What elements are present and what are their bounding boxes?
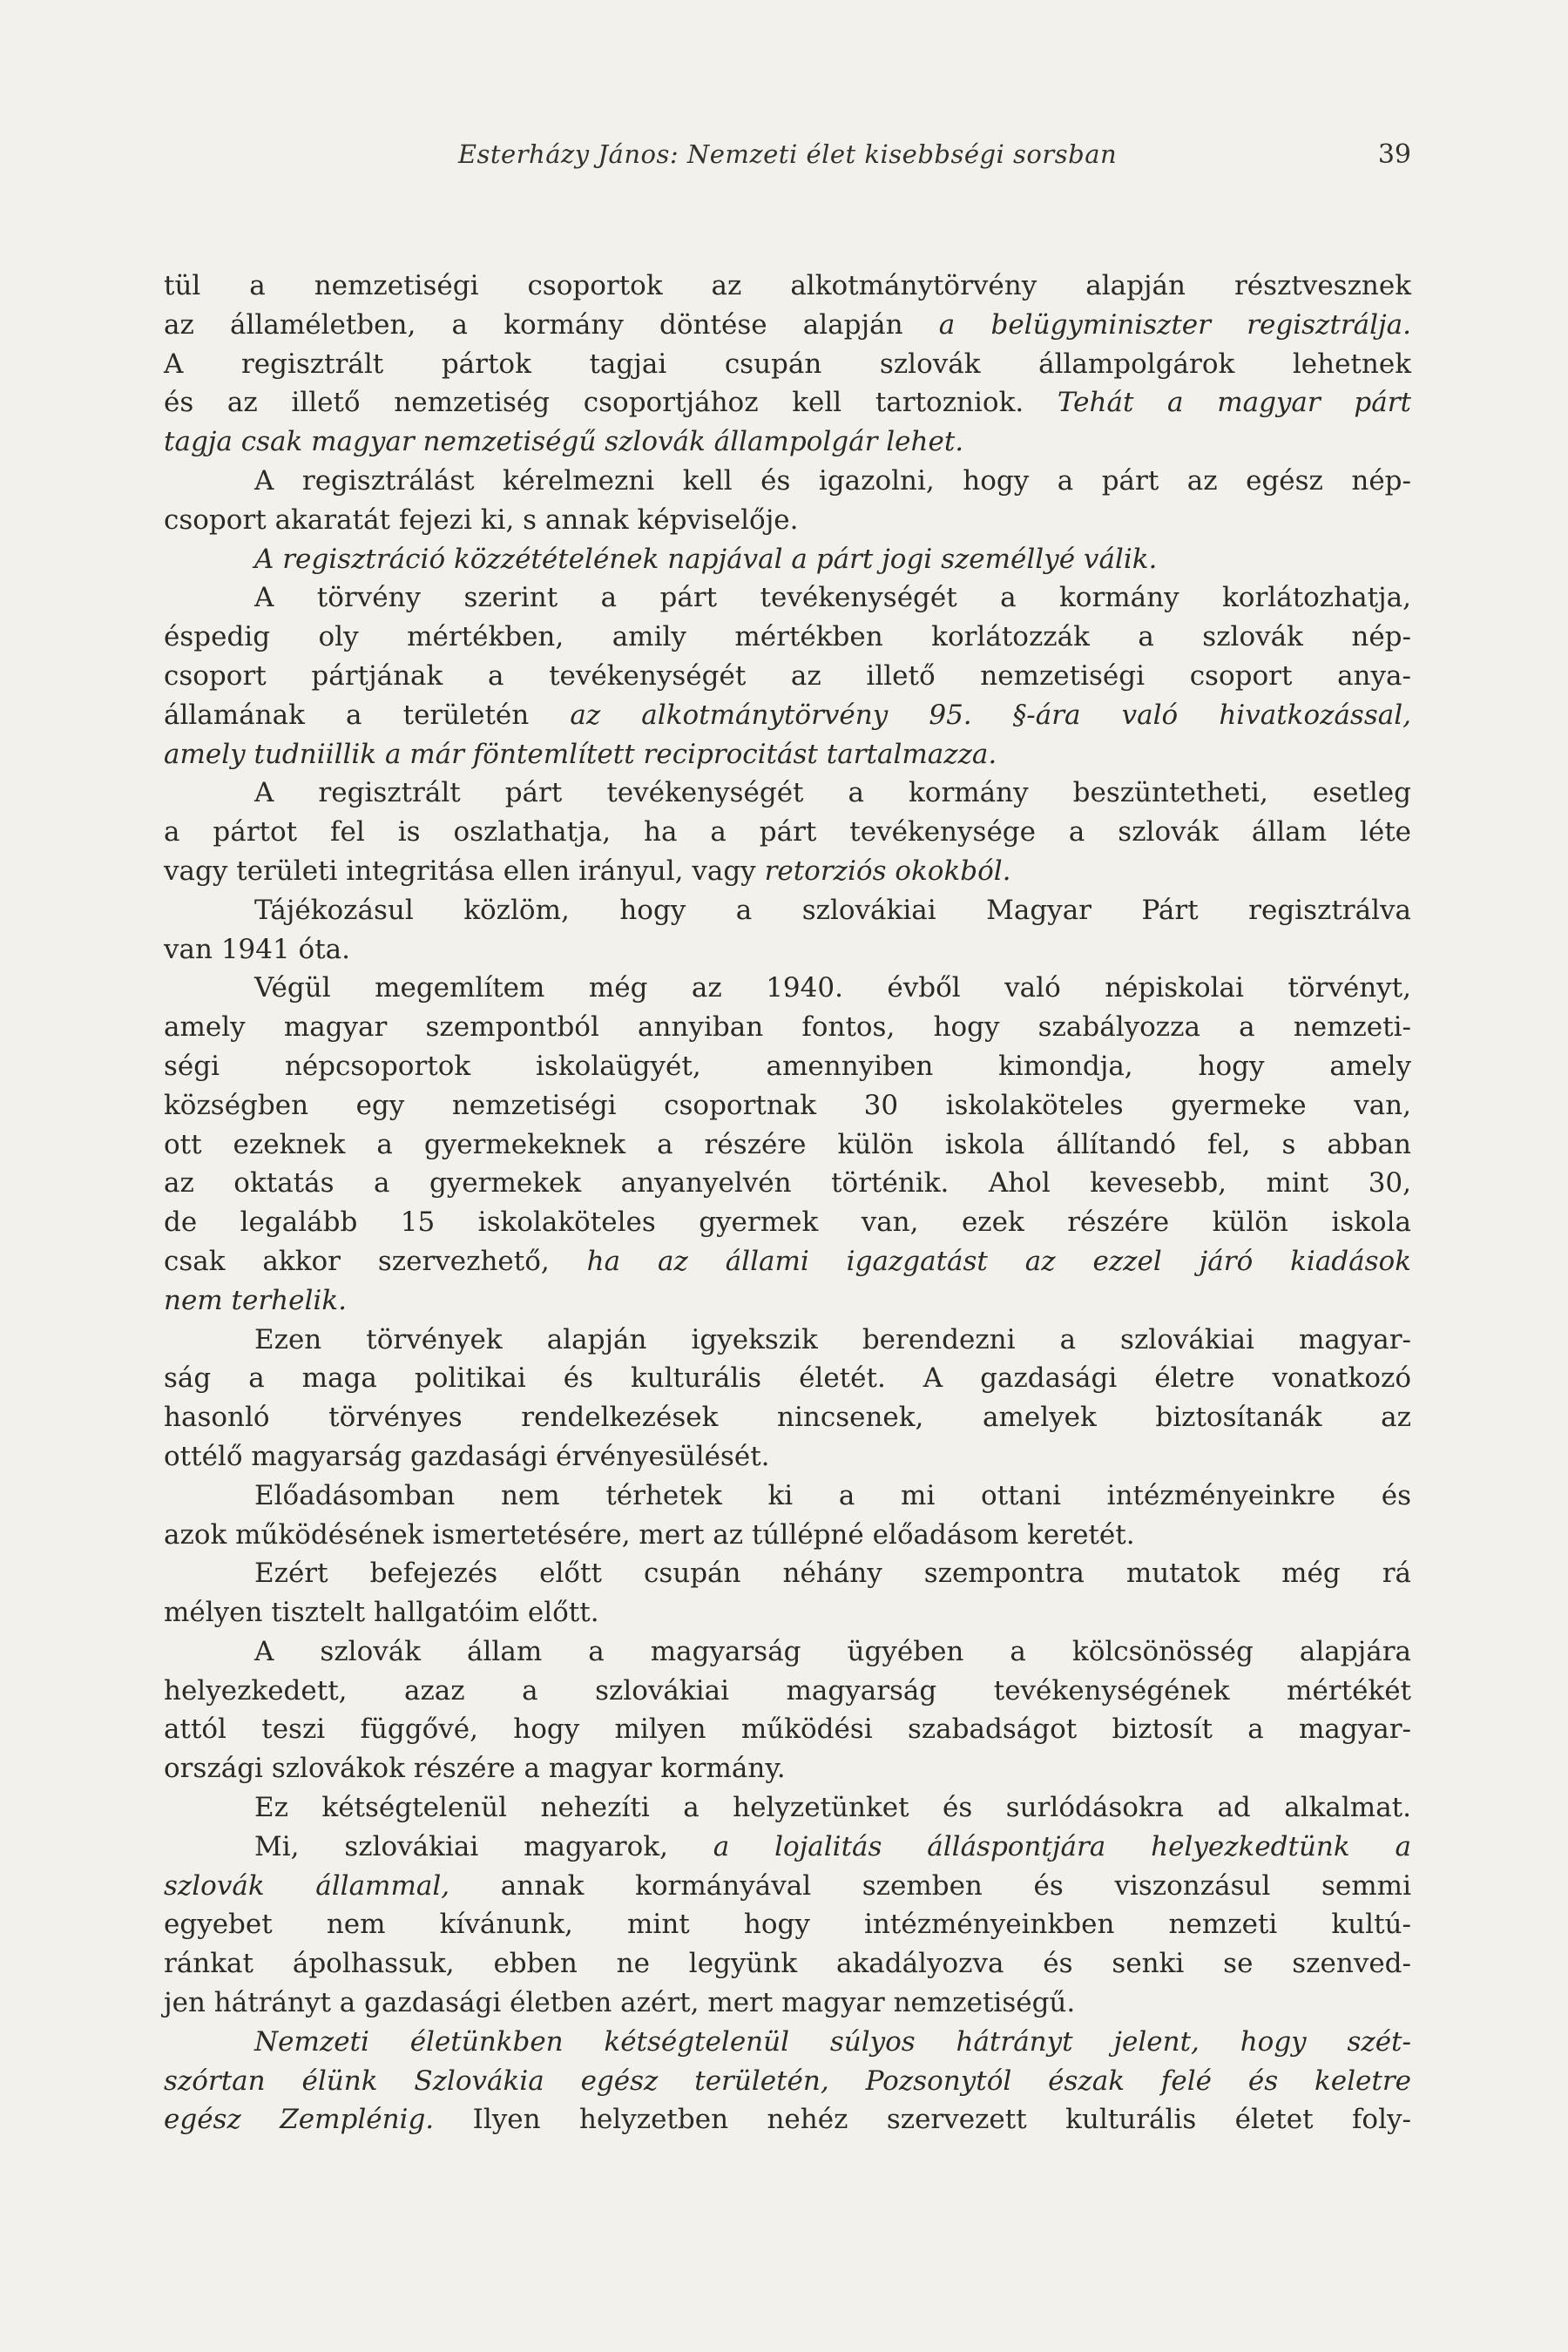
page-number: 39	[1377, 139, 1411, 170]
text-line	[164, 1867, 1411, 1906]
text-segment: vagy területi integritása ellen irányul, vagy	[164, 855, 765, 887]
text-segment: amely magyar szempontból annyiban fontos, hogy szabályozza a nemzeti-	[164, 1011, 1411, 1044]
text-line	[164, 813, 1411, 852]
text-segment: éspedig oly mértékben, amily mértékben korlátozzák a szlovák nép-	[164, 621, 1411, 653]
text-line	[164, 1788, 1411, 1828]
text-segment: azok működésének ismertetésére, mert az túllépné előadásom keretét.	[164, 1518, 1135, 1551]
text-segment: A regisztrálást kérelmezni kell és igazolni, hogy a párt az egész nép-	[254, 464, 1411, 497]
text-line	[164, 1516, 1411, 1555]
italic-text-segment: szlovák állammal,	[164, 1869, 450, 1902]
text-segment: A törvény szerint a párt tevékenységét a kormány korlátozhatja,	[254, 582, 1411, 614]
text-segment: az oktatás a gyermekek anyanyelvén történik. Ahol kevesebb, mint 30,	[164, 1167, 1411, 1200]
text-segment: államának a területén	[164, 699, 571, 731]
text-line	[164, 852, 1411, 891]
text-segment: és az illető nemzetiség csoportjához kell tartozniok.	[164, 387, 1058, 419]
text-line	[164, 618, 1411, 657]
text-segment: Mi, szlovákiai magyarok,	[254, 1830, 713, 1862]
text-line	[164, 1203, 1411, 1242]
italic-text-segment: Tehát a magyar párt	[1057, 387, 1411, 419]
text-segment: jen hátrányt a gazdasági életben azért, mert magyar nemzetiségű.	[164, 1987, 1076, 2019]
text-segment: ott ezeknek a gyermekeknek a részére külön iskola állítandó fel, s abban	[164, 1128, 1411, 1160]
text-line	[164, 1905, 1411, 1944]
text-segment: Ezen törvények alapján igyekszik berendezni a szlovákiai magyar-	[254, 1323, 1411, 1355]
text-segment: A szlovák állam a magyarság ügyében a kölcsönösség alapjára	[254, 1635, 1411, 1667]
text-line	[164, 1086, 1411, 1125]
text-line	[164, 1632, 1411, 1672]
text-line	[164, 1164, 1411, 1203]
text-line	[164, 891, 1411, 930]
italic-text-segment: ha az állami igazgatást az ezzel járó kiadások	[586, 1245, 1411, 1277]
text-line	[164, 1359, 1411, 1398]
text-segment: egyebet nem kívánunk, mint hogy intézményeinkben nemzeti kultú-	[164, 1909, 1411, 1941]
text-line	[164, 1828, 1411, 1867]
italic-text-segment: egész Zemplénig.	[164, 2104, 435, 2136]
text-line	[164, 540, 1411, 579]
text-segment: ság a maga politikai és kulturális életét. A gazdasági életre vonatkozó	[164, 1362, 1411, 1395]
text-line	[164, 1398, 1411, 1437]
text-line	[164, 696, 1411, 735]
text-segment: ségi népcsoportok iskolaügyét, amennyiben kimondja, hogy amely	[164, 1050, 1411, 1082]
text-line	[164, 1047, 1411, 1086]
text-line	[164, 2062, 1411, 2101]
text-line	[164, 735, 1411, 774]
text-segment: attól teszi függővé, hogy milyen működési szabadságot biztosít a magyar-	[164, 1713, 1411, 1746]
italic-text-segment: retorziós okokból.	[764, 855, 1011, 887]
text-line	[164, 1008, 1411, 1047]
text-segment: van 1941 óta.	[164, 933, 351, 965]
italic-text-segment: az alkotmánytörvény 95. §-ára való hivatkozással,	[570, 699, 1411, 731]
text-segment: Ezért befejezés előtt csupán néhány szempontra mutatok még rá	[254, 1558, 1411, 1590]
text-segment: mélyen tisztelt hallgatóim előtt.	[164, 1597, 599, 1629]
text-line	[164, 267, 1411, 306]
text-line	[164, 501, 1411, 540]
text-line	[164, 383, 1411, 422]
text-segment: Végül megemlítem még az 1940. évből való népiskolai törvényt,	[254, 972, 1411, 1004]
text-line	[164, 1749, 1411, 1788]
text-segment: Ilyen helyzetben nehéz szervezett kulturális életet foly-	[434, 2104, 1411, 2136]
text-line	[164, 774, 1411, 813]
text-segment: Előadásomban nem térhetek ki a mi ottani intézményeinkre és	[254, 1479, 1411, 1511]
text-line	[164, 969, 1411, 1008]
text-line	[164, 306, 1411, 345]
text-line	[164, 1593, 1411, 1632]
italic-text-segment: szórtan élünk Szlovákia egész területén, Pozsonytól észak felé és keletre	[164, 2065, 1411, 2097]
text-segment: Ez kétségtelenül nehezíti a helyzetünket és surlódásokra ad alkalmat.	[254, 1792, 1411, 1824]
text-segment: de legalább 15 iskolaköteles gyermek van, ezek részére külön iskola	[164, 1206, 1411, 1239]
text-segment: tül a nemzetiségi csoportok az alkotmánytörvény alapján résztvesznek	[164, 270, 1411, 301]
text-segment: országi szlovákok részére a magyar kormány.	[164, 1753, 786, 1785]
italic-text-segment: nem terhelik.	[164, 1284, 347, 1316]
text-segment: Tájékozásul közlöm, hogy a szlovákiai Magyar Párt regisztrálva	[254, 894, 1411, 926]
text-line	[164, 1672, 1411, 1711]
text-segment: ottélő magyarság gazdasági érvényesülését.	[164, 1440, 770, 1472]
text-segment: az államéletben, a kormány döntése alapján	[164, 308, 939, 341]
text-segment: hasonló törvényes rendelkezések nincsenek, amelyek biztosítanák az	[164, 1402, 1411, 1434]
text-line	[164, 1554, 1411, 1593]
text-line	[164, 1477, 1411, 1516]
italic-text-segment: a lojalitás álláspontjára helyezkedtünk a	[713, 1830, 1411, 1862]
text-line	[164, 930, 1411, 970]
italic-text-segment: Nemzeti életünkben kétségtelenül súlyos hátrányt jelent, hogy szét-	[254, 2025, 1411, 2058]
text-line	[164, 1944, 1411, 1984]
text-segment: annak kormányával szemben és viszonzásul semmi	[449, 1869, 1411, 1902]
running-head	[164, 139, 1411, 178]
text-line	[164, 462, 1411, 501]
text-segment: ránkat ápolhassuk, ebben ne legyünk akadályozva és senki se szenved-	[164, 1948, 1411, 1980]
text-line	[164, 422, 1411, 462]
text-line	[164, 1125, 1411, 1165]
italic-text-segment: a belügyminiszter regisztrálja.	[938, 308, 1411, 341]
text-line	[164, 345, 1411, 384]
text-line	[164, 657, 1411, 696]
text-line	[164, 2023, 1411, 2062]
body-text	[164, 267, 1411, 2139]
text-line	[164, 2100, 1411, 2139]
text-segment: csoport pártjának a tevékenységét az illető nemzetiségi csoport anya-	[164, 659, 1411, 692]
running-title: Esterházy János: Nemzeti élet kisebbségi sorsban	[457, 139, 1118, 169]
italic-text-segment: amely tudniillik a már föntemlített reciprocitást tartalmazza.	[164, 738, 997, 770]
text-line	[164, 1437, 1411, 1477]
text-line	[164, 1710, 1411, 1749]
text-segment: A regisztrált párt tevékenységét a kormány beszüntetheti, esetleg	[254, 777, 1411, 809]
text-segment: községben egy nemzetiségi csoportnak 30 iskolaköteles gyermeke van,	[164, 1089, 1411, 1121]
text-line	[164, 1242, 1411, 1281]
text-line	[164, 578, 1411, 618]
text-segment: csoport akaratát fejezi ki, s annak képviselője.	[164, 504, 799, 536]
text-segment: helyezkedett, azaz a szlovákiai magyarság tevékenységének mértékét	[164, 1674, 1411, 1707]
text-segment: csak akkor szervezhető,	[164, 1245, 587, 1277]
text-line	[164, 1321, 1411, 1360]
italic-text-segment: A regisztráció közzétételének napjával a párt jogi személlyé válik.	[254, 543, 1158, 575]
text-line	[164, 1281, 1411, 1321]
italic-text-segment: tagja csak magyar nemzetiségű szlovák állampolgár lehet.	[164, 426, 964, 458]
text-segment: A regisztrált pártok tagjai csupán szlovák állampolgárok lehetnek	[164, 348, 1411, 380]
text-line	[164, 1984, 1411, 2023]
text-segment: a pártot fel is oszlathatja, ha a párt tevékenysége a szlovák állam léte	[164, 816, 1411, 848]
